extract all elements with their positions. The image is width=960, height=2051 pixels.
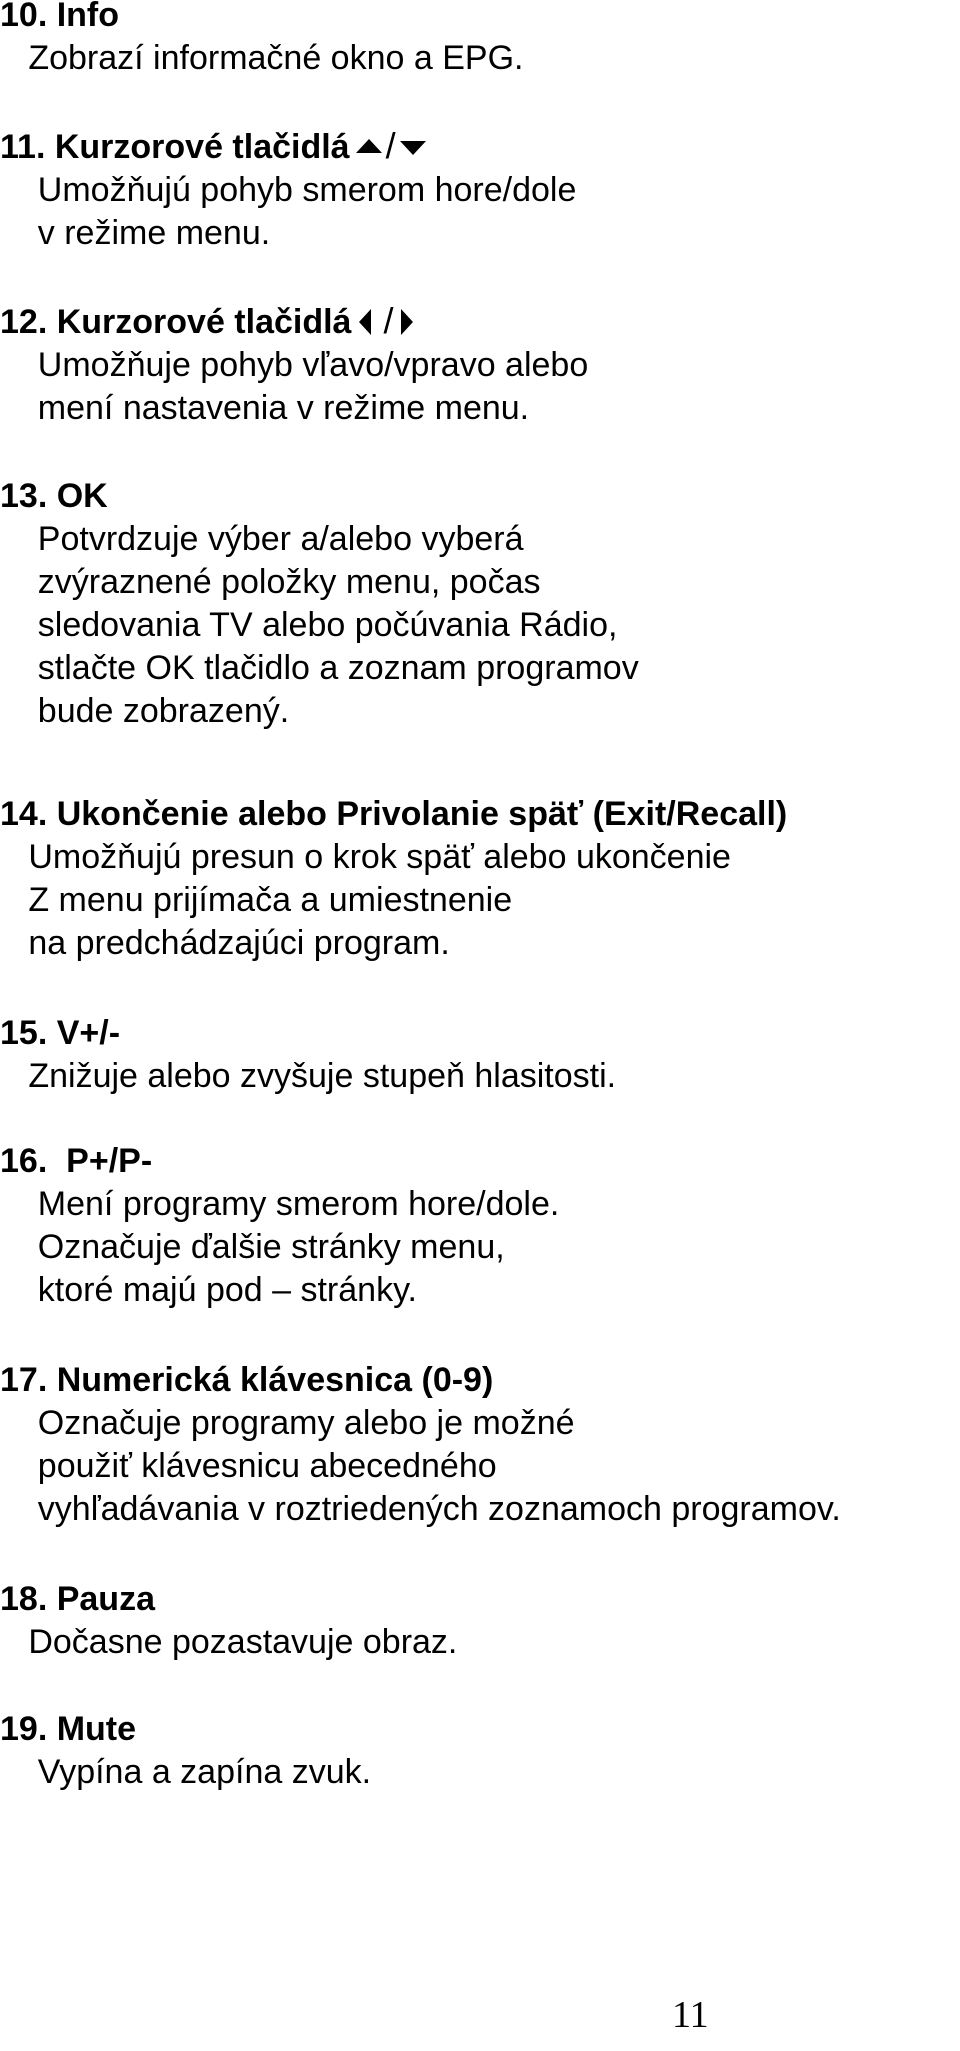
item-heading: 15. V+/- xyxy=(0,1014,121,1052)
item-description: Vypína a zapína zvuk. xyxy=(0,1753,372,1791)
item-description: Umožňujú pohyb smerom hore/dole xyxy=(0,171,577,209)
item-heading: 14. Ukončenie alebo Privolanie späť (Exit/Recall) xyxy=(0,795,788,833)
arrow-down-icon xyxy=(400,141,426,155)
item-description: Potvrdzuje výber a/alebo vyberá xyxy=(0,520,524,558)
item-11-cursor-up-down xyxy=(0,124,960,255)
item-heading: 16. P+/P- xyxy=(0,1142,153,1180)
page-number: 11 xyxy=(672,1994,709,2036)
item-17-numeric-keypad xyxy=(0,1359,960,1531)
item-heading-row xyxy=(0,299,960,344)
item-description: stlačte OK tlačidlo a zoznam programov xyxy=(0,649,639,687)
arrow-up-icon xyxy=(356,139,382,153)
item-13-ok xyxy=(0,475,960,733)
item-description: Dočasne pozastavuje obraz. xyxy=(0,1623,458,1661)
item-18-pause xyxy=(0,1578,960,1664)
item-19-mute xyxy=(0,1708,960,1794)
item-heading: 10. Info xyxy=(0,0,120,34)
item-15-volume xyxy=(0,1012,960,1098)
item-description: bude zobrazený. xyxy=(0,692,290,730)
item-10-info xyxy=(0,0,960,80)
arrow-left-icon xyxy=(359,309,371,335)
item-16-program xyxy=(0,1140,960,1312)
item-description: Znižuje alebo zvyšuje stupeň hlasitosti. xyxy=(0,1057,617,1095)
item-heading: 19. Mute xyxy=(0,1710,137,1748)
item-description: ktoré majú pod – stránky. xyxy=(0,1271,417,1309)
item-heading: 17. Numerická klávesnica (0-9) xyxy=(0,1361,494,1399)
item-description: sledovania TV alebo počúvania Rádio, xyxy=(0,606,618,644)
item-heading: 13. OK xyxy=(0,477,108,515)
item-12-cursor-left-right xyxy=(0,299,960,430)
item-description: na predchádzajúci program. xyxy=(0,924,450,962)
item-description: Zobrazí informačné okno a EPG. xyxy=(0,39,524,77)
item-description: Umožňujú presun o krok späť alebo ukončenie xyxy=(0,838,731,876)
item-heading-row xyxy=(0,124,960,169)
item-description: Označuje programy alebo je možné xyxy=(0,1404,575,1442)
item-heading: 11. Kurzorové tlačidlá xyxy=(0,128,350,166)
item-description: Umožňuje pohyb vľavo/vpravo alebo xyxy=(0,346,589,384)
slash-separator: / xyxy=(385,125,396,166)
item-14-exit-recall xyxy=(0,793,960,965)
item-description: použiť klávesnicu abecedného xyxy=(0,1447,497,1485)
slash-separator: / xyxy=(383,300,394,341)
item-description: vyhľadávania v roztriedených zoznamoch programov. xyxy=(0,1490,841,1528)
arrow-right-icon xyxy=(401,309,413,335)
item-description: zvýraznené položky menu, počas xyxy=(0,563,541,601)
item-description: mení nastavenia v režime menu. xyxy=(0,389,530,427)
item-description: Z menu prijímača a umiestnenie xyxy=(0,881,513,919)
item-description: Mení programy smerom hore/dole. xyxy=(0,1185,560,1223)
item-heading: 18. Pauza xyxy=(0,1580,155,1618)
item-description: v režime menu. xyxy=(0,214,271,252)
item-heading: 12. Kurzorové tlačidlá xyxy=(0,303,352,341)
item-description: Označuje ďalšie stránky menu, xyxy=(0,1228,505,1266)
